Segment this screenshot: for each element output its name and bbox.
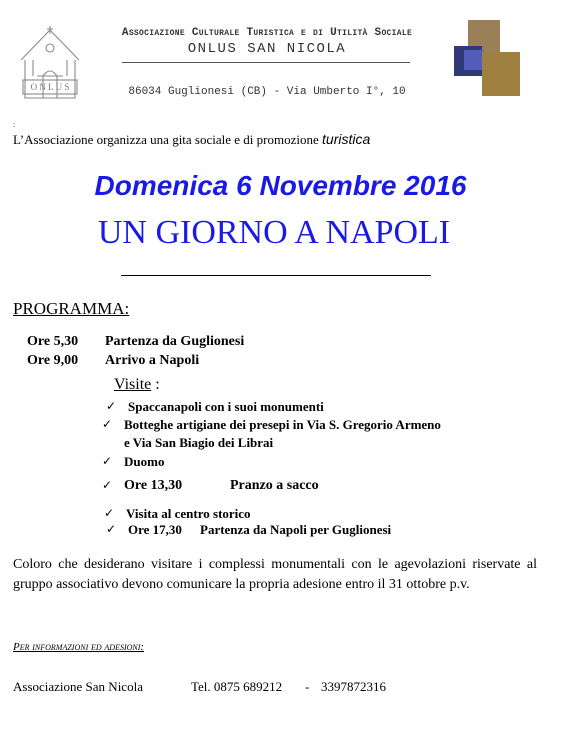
title-divider (121, 275, 431, 276)
footer-phone: Tel. 0875 689212 (191, 679, 283, 694)
address: 86034 Guglionesi (CB) - Via Umberto I°, 10 (128, 86, 406, 98)
checkmark-icon: ✓ (104, 506, 115, 520)
visit-item-text: Visita al centro storico (126, 506, 251, 521)
checkmark-icon: ✓ (102, 454, 113, 468)
intro-italic-word: turistica (322, 131, 371, 147)
checkmark-icon: ✓ (106, 522, 117, 536)
event-date: Domenica 6 Novembre 2016 (94, 170, 467, 201)
schedule-time: Ore 5,30 (27, 334, 79, 349)
schedule-time: Ore 9,00 (27, 353, 79, 368)
text-cursor-mark: : (13, 120, 16, 129)
visit-item (104, 506, 251, 522)
schedule-row (27, 353, 199, 369)
event-title: UN GIORNO A NAPOLI (97, 214, 451, 251)
checkmark-icon: ✓ (102, 417, 113, 431)
registration-note: Coloro che desiderano visitare i complessi monumentali con le agevolazioni riservate al gruppo associativo devono comunicare la propria adesione entro il 31 ottobre p.v. (13, 557, 537, 592)
visit-item (106, 522, 392, 538)
visit-item-text: Partenza da Napoli per Guglionesi (200, 522, 392, 537)
header-divider (122, 62, 410, 63)
checkmark-icon: ✓ (106, 399, 117, 413)
footer-org: Associazione San Nicola (13, 679, 143, 694)
visit-item-text: e Via San Biagio dei Librai (124, 435, 274, 450)
visit-item (102, 417, 441, 433)
visit-item-text: Duomo (124, 454, 165, 469)
church-facade-icon (19, 24, 81, 102)
visit-item (102, 454, 165, 470)
association-name: Associazione Culturale Turistica e di Utilità Sociale (121, 27, 413, 39)
programma-heading: PROGRAMMA: (13, 299, 130, 318)
visit-item-time: Ore 13,30 (124, 478, 183, 493)
visite-heading (114, 376, 160, 394)
overlapping-squares-icon (454, 20, 520, 96)
onlus-line: ONLUS SAN NICOLA (187, 41, 347, 57)
visit-item-text: Botteghe artigiane dei presepi in Via S. Gregorio Armeno (124, 417, 441, 432)
visite-colon: : (155, 376, 160, 393)
checkmark-icon: ✓ (102, 478, 113, 492)
schedule-row (27, 334, 244, 350)
visit-item (106, 399, 324, 415)
visit-item-text: Spaccanapoli con i suoi monumenti (128, 399, 324, 414)
schedule-activity: Arrivo a Napoli (105, 353, 200, 368)
visit-item-text: Pranzo a sacco (230, 478, 319, 493)
footer-mobile: 3397872316 (321, 679, 386, 694)
visite-label: Visite (114, 376, 152, 393)
info-heading: Per informazioni ed adesioni: (13, 641, 145, 653)
visit-item-time: Ore 17,30 (128, 522, 182, 537)
visit-item-continuation (124, 435, 273, 451)
footer-separator: - (305, 679, 310, 694)
intro-text: L’Associazione organizza una gita sociale e di promozione (13, 132, 319, 147)
logo-text: O N L U S (30, 82, 70, 92)
intro-line (13, 131, 370, 148)
schedule-activity: Partenza da Guglionesi (105, 334, 245, 349)
visit-item (102, 478, 319, 494)
